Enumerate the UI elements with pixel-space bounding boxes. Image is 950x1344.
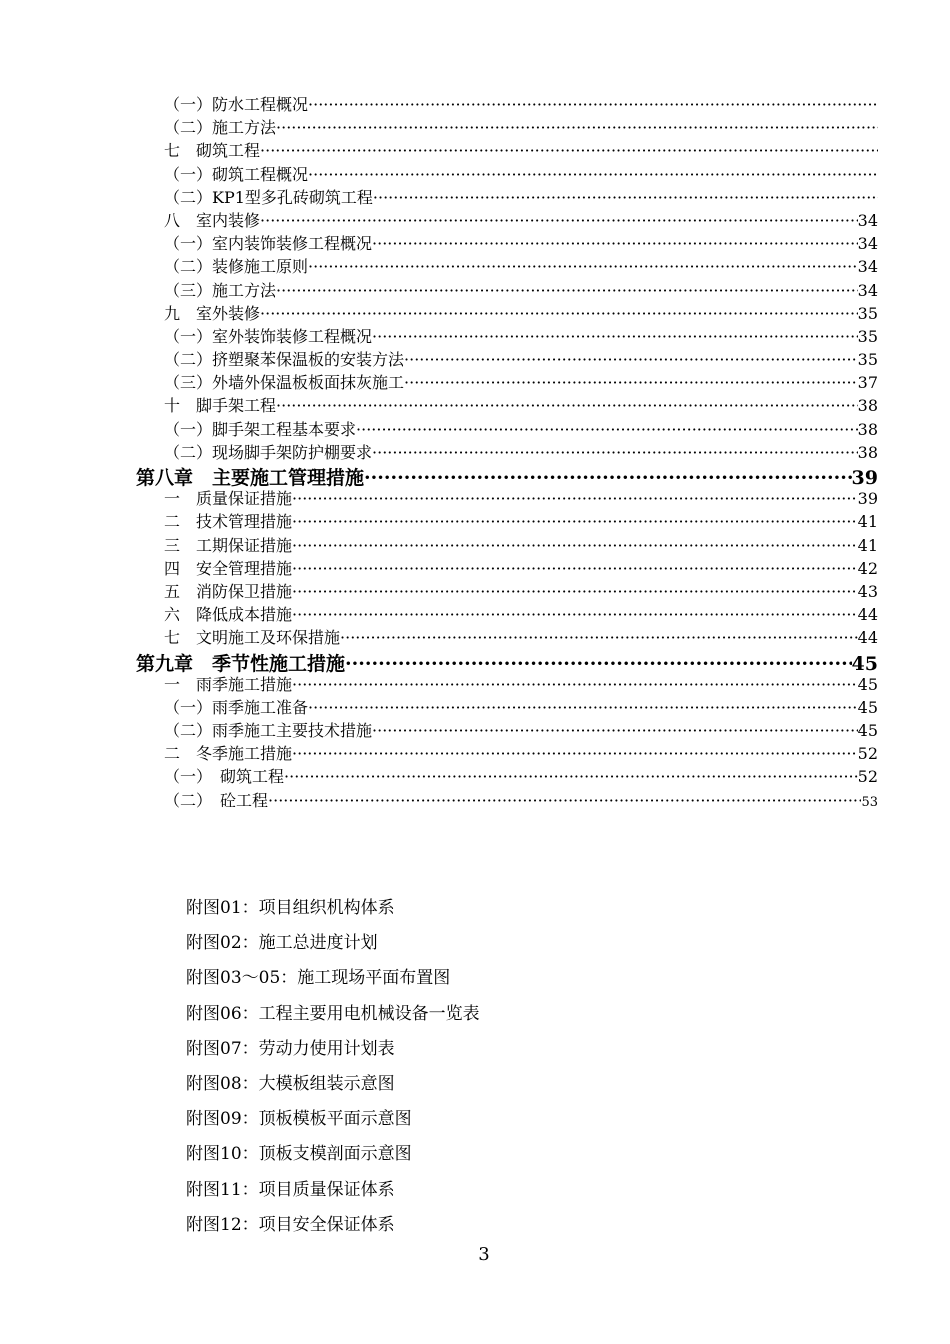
dot-leader <box>292 675 858 694</box>
toc-entry[interactable] <box>136 208 878 231</box>
appendix-item: 附图10：顶板支模剖面示意图 <box>186 1144 412 1165</box>
toc-entry-page: 35 <box>857 303 878 323</box>
toc-entry-title: （二）施工方法 <box>164 118 277 138</box>
toc-entry[interactable] <box>136 393 878 416</box>
toc-entry-page: 45 <box>857 674 878 694</box>
toc-entry[interactable] <box>136 509 878 532</box>
dot-leader <box>292 605 858 624</box>
toc-entry[interactable] <box>136 625 878 648</box>
toc-entry-title: 二 冬季施工措施 <box>164 744 293 764</box>
toc-entry-page: 35 <box>857 350 878 370</box>
toc-entry[interactable] <box>136 417 878 440</box>
toc-entry-title: 七 文明施工及环保措施 <box>164 628 341 648</box>
dot-leader <box>260 141 878 160</box>
toc-entry-title: （三）外墙外保温板板面抹灰施工 <box>164 373 405 393</box>
toc-entry[interactable] <box>136 231 878 254</box>
toc-entry[interactable] <box>136 579 878 602</box>
toc-entry[interactable] <box>136 370 878 393</box>
appendix-item: 附图03～05：施工现场平面布置图 <box>186 968 451 989</box>
dot-leader <box>404 350 858 369</box>
dot-leader <box>276 281 858 300</box>
dot-leader <box>308 95 878 114</box>
toc-entry-title: （一）砌筑工程概况 <box>164 164 309 184</box>
toc-entry-page: 52 <box>857 767 878 787</box>
toc-entry[interactable] <box>136 301 878 324</box>
toc-entry[interactable] <box>136 741 878 764</box>
toc-entry-title: 一 质量保证措施 <box>164 489 293 509</box>
dot-leader <box>260 211 858 230</box>
toc-entry-title: 三 工期保证措施 <box>164 535 293 555</box>
toc-entry[interactable] <box>136 278 878 301</box>
toc-entry-page: 38 <box>857 442 878 462</box>
dot-leader <box>372 443 858 462</box>
toc-entry-page: 41 <box>857 512 878 532</box>
dot-leader <box>292 582 858 601</box>
toc-entry-page: 37 <box>857 373 878 393</box>
dot-leader <box>292 559 858 578</box>
dot-leader <box>308 165 878 184</box>
toc-entry[interactable] <box>136 602 878 625</box>
toc-entry-page: 43 <box>857 581 878 601</box>
toc-entry-page: 44 <box>857 628 878 648</box>
toc-entry-page: 34 <box>857 234 878 254</box>
toc-entry-page: 45 <box>851 652 878 675</box>
toc-entry[interactable] <box>136 718 878 741</box>
toc-entry-title: （二）KP1型多孔砖砌筑工程 <box>164 187 373 207</box>
appendix-item: 附图06：工程主要用电机械设备一览表 <box>186 1003 480 1024</box>
dot-leader <box>345 653 852 675</box>
toc-entry[interactable] <box>136 347 878 370</box>
toc-entry-title: 五 消防保卫措施 <box>164 581 293 601</box>
toc-entry-page: 52 <box>857 744 878 764</box>
toc-entry-title: （三）施工方法 <box>164 280 277 300</box>
toc-entry-page: 34 <box>857 280 878 300</box>
dot-leader <box>372 721 858 740</box>
toc-entry-page: 45 <box>857 697 878 717</box>
toc-entry[interactable] <box>136 695 878 718</box>
toc-entry[interactable] <box>136 185 878 208</box>
dot-leader <box>292 489 858 508</box>
dot-leader <box>340 628 858 647</box>
toc-entry-page: 34 <box>857 210 878 230</box>
appendix-list <box>186 896 480 1248</box>
dot-leader <box>292 512 858 531</box>
toc-entry[interactable] <box>136 764 878 787</box>
dot-leader <box>292 536 858 555</box>
toc-chapter-entry[interactable] <box>136 463 878 489</box>
toc-entry-page: 41 <box>857 535 878 555</box>
toc-entry-title: （二）挤塑聚苯保温板的安装方法 <box>164 350 405 370</box>
toc-entry-title: 十 脚手架工程 <box>164 396 277 416</box>
toc-entry-title: （一）室内装饰装修工程概况 <box>164 234 373 254</box>
toc-entry-page: 39 <box>857 489 878 509</box>
dot-leader <box>284 767 858 786</box>
toc-entry-page: 45 <box>857 721 878 741</box>
appendix-item: 附图09：顶板模板平面示意图 <box>186 1109 412 1130</box>
appendix-item: 附图11：项目质量保证体系 <box>186 1179 395 1200</box>
toc-entry-title: 四 安全管理措施 <box>164 558 293 578</box>
toc-chapter-entry[interactable] <box>136 649 878 675</box>
toc-entry-title: 六 降低成本措施 <box>164 605 293 625</box>
toc-entry-page: 42 <box>857 558 878 578</box>
dot-leader <box>308 698 858 717</box>
toc-entry-page: 39 <box>851 467 878 489</box>
dot-leader <box>404 373 858 392</box>
toc-entry[interactable] <box>136 788 878 811</box>
toc-entry-title: （一）脚手架工程基本要求 <box>164 419 357 439</box>
toc-entry-page: 35 <box>857 326 878 346</box>
toc-entry-title: 九 室外装修 <box>164 303 261 323</box>
dot-leader <box>260 304 858 323</box>
toc-entry-title: （一）室外装饰装修工程概况 <box>164 326 373 346</box>
toc-entry[interactable] <box>136 533 878 556</box>
dot-leader <box>276 118 878 137</box>
dot-leader <box>308 257 858 276</box>
toc-entry-title: 八 室内装修 <box>164 210 261 230</box>
toc-entry-page: 44 <box>857 605 878 625</box>
toc-entry[interactable] <box>136 162 878 185</box>
dot-leader <box>373 188 878 207</box>
appendix-item: 附图01：项目组织机构体系 <box>186 898 395 918</box>
toc-entry-page: 38 <box>857 396 878 416</box>
dot-leader <box>268 791 861 810</box>
toc-entry[interactable] <box>136 138 878 161</box>
toc-entry-title: 第九章 季节性施工措施 <box>136 652 346 675</box>
toc-entry[interactable] <box>136 92 878 115</box>
dot-leader <box>292 744 858 763</box>
toc-entry-title: 第八章 主要施工管理措施 <box>136 467 365 489</box>
toc-entry[interactable] <box>136 254 878 277</box>
toc-entry[interactable] <box>136 440 878 463</box>
dot-leader <box>372 234 858 253</box>
toc-entry-title: （二）现场脚手架防护棚要求 <box>164 442 373 462</box>
toc-entry-page: 53 <box>861 794 878 810</box>
toc-entry[interactable] <box>136 324 878 347</box>
table-of-contents <box>136 92 878 811</box>
appendix-item: 附图02：施工总进度计划 <box>186 933 378 954</box>
page-number: 3 <box>478 1244 490 1265</box>
toc-entry[interactable] <box>136 115 878 138</box>
toc-entry[interactable] <box>136 486 878 509</box>
appendix-item: 附图07：劳动力使用计划表 <box>186 1038 395 1059</box>
dot-leader <box>276 396 858 415</box>
toc-entry-title: （二）装修施工原则 <box>164 257 309 277</box>
toc-entry-title: （二）雨季施工主要技术措施 <box>164 721 373 741</box>
toc-entry[interactable] <box>136 556 878 579</box>
appendix-item: 附图08：大模板组装示意图 <box>186 1073 395 1094</box>
toc-entry-title: （一） 砌筑工程 <box>164 767 285 787</box>
toc-entry-title: （二） 砼工程 <box>164 790 269 810</box>
toc-entry-page: 34 <box>857 257 878 277</box>
toc-entry-title: 一 雨季施工措施 <box>164 674 293 694</box>
dot-leader <box>372 327 858 346</box>
toc-entry[interactable] <box>136 672 878 695</box>
dot-leader <box>356 420 858 439</box>
toc-entry-page: 38 <box>857 419 878 439</box>
toc-entry-title: 二 技术管理措施 <box>164 512 293 532</box>
toc-entry-title: 七 砌筑工程 <box>164 141 261 161</box>
toc-entry-title: （一）防水工程概况 <box>164 95 309 114</box>
dot-leader <box>364 467 852 489</box>
toc-entry-title: （一）雨季施工准备 <box>164 697 309 717</box>
appendix-item: 附图12：项目安全保证体系 <box>186 1214 395 1235</box>
